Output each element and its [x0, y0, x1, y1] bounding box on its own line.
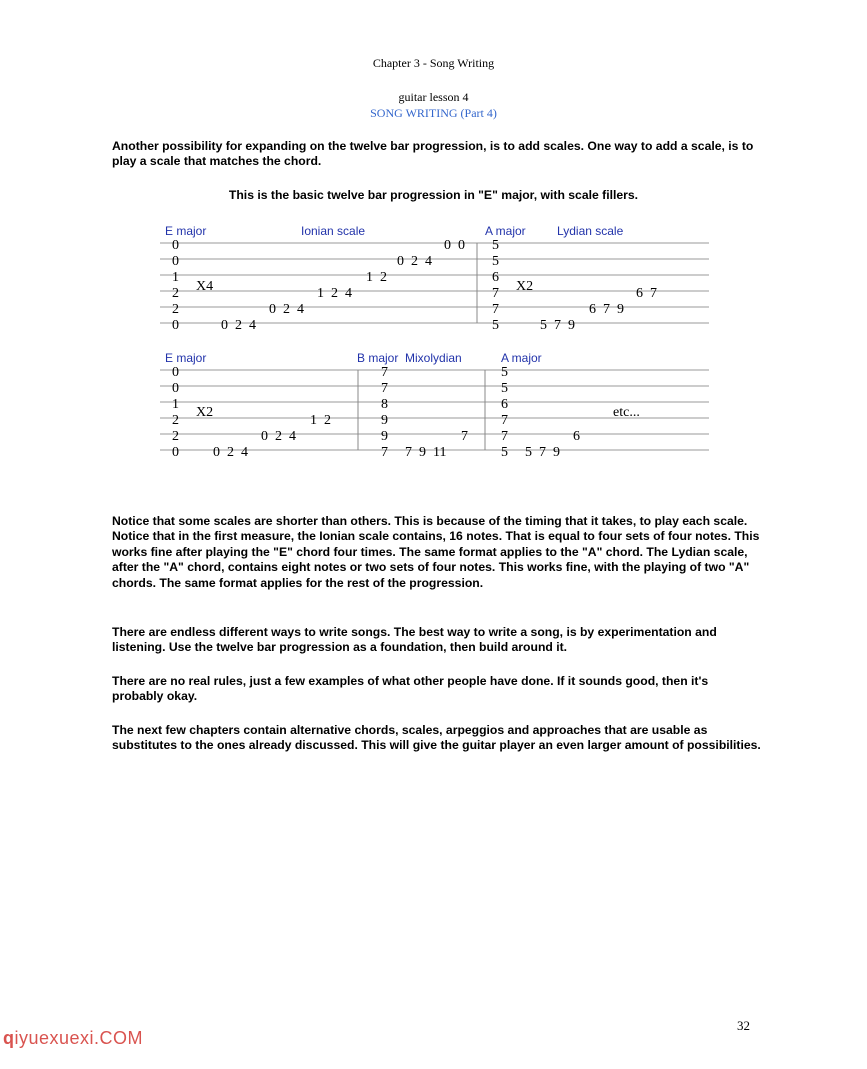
lesson-label: guitar lesson 4	[398, 90, 469, 104]
tab-note: 5 7 9	[525, 445, 560, 460]
tab-note: 6 7 9	[589, 302, 624, 317]
tab-note: 5	[492, 254, 499, 269]
tab1-repeat-x4: X4	[196, 279, 214, 294]
tab2-label-b-mixolydian: B major Mixolydian	[357, 351, 462, 365]
tab-note: 0	[172, 238, 179, 253]
lesson-title: SONG WRITING (Part 4)	[370, 106, 497, 120]
tab-note: 1 2 4	[317, 286, 352, 301]
tab-note: 1 2	[366, 270, 387, 285]
tab1-label-lydian: Lydian scale	[557, 224, 624, 238]
tab-note: 0	[172, 365, 179, 380]
tab-note: 5	[501, 381, 508, 396]
tab2-e-scale-notes	[213, 413, 331, 460]
tab1-ionian-notes	[221, 238, 465, 333]
tab1-label-a-major: A major	[485, 224, 526, 238]
tab2-repeat-x2: X2	[196, 405, 214, 420]
tab-note: 7	[381, 365, 388, 380]
tab2-a-scale-notes	[525, 429, 580, 460]
tab2-label-e-major: E major	[165, 351, 207, 365]
tab-note: 7	[492, 286, 499, 301]
tab-note: 2	[172, 413, 179, 428]
tab-note: 5	[501, 445, 508, 460]
tab-note: 1 2	[310, 413, 331, 428]
tab-subheading: This is the basic twelve bar progression in "E" major, with scale fillers.	[228, 188, 639, 202]
site-watermark	[3, 1028, 143, 1049]
tab2-strings	[160, 370, 709, 450]
tab-note: 2	[172, 286, 179, 301]
tab-note: 0 2 4	[397, 254, 432, 269]
tab-note: 5 7 9	[540, 318, 575, 333]
tab-note: 0	[172, 445, 179, 460]
tab2	[160, 351, 709, 460]
tab2-label-a-major: A major	[501, 351, 542, 365]
tab-note: 2	[172, 302, 179, 317]
tab1-lydian-notes	[540, 286, 657, 333]
tab2-etc: etc...	[613, 405, 640, 420]
watermark-lead: q	[3, 1028, 15, 1048]
tab2-mixolydian-notes	[405, 429, 468, 460]
tab-note: 0	[172, 318, 179, 333]
tab-note: 8	[381, 397, 388, 412]
tab2-chord-b	[381, 365, 388, 460]
tab1-label-ionian: Ionian scale	[301, 224, 366, 238]
tab1-repeat-x2: X2	[516, 279, 534, 294]
tab-note: 6 7	[636, 286, 657, 301]
intro-paragraph: Another possibility for expanding on the twelve bar progression, is to add scales. One way to add a scale, is to play a scale that matches the chord.	[112, 139, 754, 169]
tab-note: 1	[172, 397, 179, 412]
tab-note: 0 2 4	[269, 302, 304, 317]
tab-note: 5	[501, 365, 508, 380]
tab-note: 0 0	[444, 238, 465, 253]
tab-note: 0 2 4	[213, 445, 248, 460]
tab-note: 7	[381, 445, 388, 460]
tab1-chord-e	[172, 238, 179, 333]
tab-note: 7	[381, 381, 388, 396]
tab-note: 6	[573, 429, 580, 444]
tab-note: 5	[492, 238, 499, 253]
page-number: 32	[737, 1018, 750, 1033]
watermark-text: iyuexuexi.COM	[14, 1028, 144, 1048]
tab-note: 0	[172, 254, 179, 269]
body-paragraph-4: The next few chapters contain alternative chords, scales, arpeggios and approaches that are usable as substitutes to the ones already discussed. This will give the guitar player an even larger amount of possibilities.	[112, 723, 761, 753]
tab-note: 0	[172, 381, 179, 396]
tab1-label-e-major: E major	[165, 224, 207, 238]
body-paragraph-3: There are no real rules, just a few examples of what other people have done. If it sounds good, then it's probably okay.	[112, 674, 709, 704]
tab-note: 0 2 4	[221, 318, 256, 333]
tab-note: 1	[172, 270, 179, 285]
body-paragraph-1: Notice that some scales are shorter than others. This is because of the timing that it takes, to play each scale. Notice that in the first measure, the Ionian scale contains, 16 notes. That is equal to four sets of four notes. This works fine after playing the "E" chord four times. The same format applies to the "A" chord. The Lydian scale, after the "A" chord, contains eight notes or two sets of four notes. This works fine, with the playing of two "A" chords. The same format applies for the rest of the progression.	[112, 514, 760, 590]
tab2-chord-a	[501, 365, 508, 460]
tab-note: 6	[501, 397, 508, 412]
tab-note: 9	[381, 413, 388, 428]
tab-note: 6	[492, 270, 499, 285]
tab-note: 7	[501, 429, 508, 444]
body-paragraph-2: There are endless different ways to write songs. The best way to write a song, is by experimentation and listening. Use the twelve bar progression as a foundation, then build around it.	[112, 625, 717, 655]
tab-note: 2	[172, 429, 179, 444]
tab-note: 9	[381, 429, 388, 444]
tab-note: 0 2 4	[261, 429, 296, 444]
tab1	[160, 224, 709, 333]
tab-note: 7	[461, 429, 468, 444]
tab-note: 7 9 11	[405, 445, 447, 460]
tab2-chord-e	[172, 365, 179, 460]
tab-note: 5	[492, 318, 499, 333]
tab1-strings	[160, 243, 709, 323]
tab1-chord-a	[492, 238, 499, 333]
chapter-heading: Chapter 3 - Song Writing	[372, 56, 495, 70]
tab-note: 7	[501, 413, 508, 428]
tab-note: 7	[492, 302, 499, 317]
